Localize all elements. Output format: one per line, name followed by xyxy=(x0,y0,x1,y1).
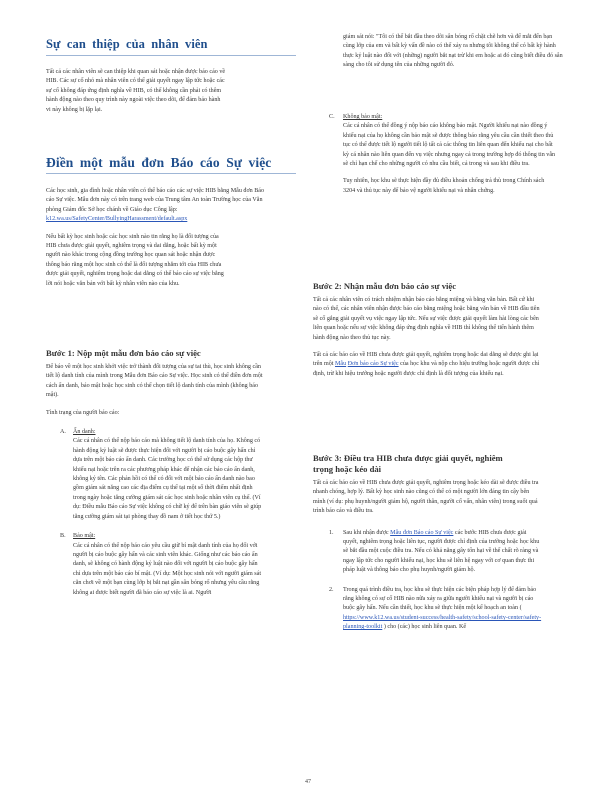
item-title: Bảo mật: xyxy=(73,533,96,540)
page-number: 47 xyxy=(305,779,311,785)
intervention-heading: Sự can thiệp của nhân viên xyxy=(46,37,208,51)
report-heading: Điền một mẫu đơn Báo cáo Sự việc xyxy=(46,155,272,170)
list-item-nonconfidential: C. Không bảo mật: Các cá nhân có thể đồng ý nộp báo cáo không bảo mật. Người khiếu nại nào đồng ý khiếu nại của họ không cần bảo mật sẽ được thông báo rằng yêu cầu cần thiết theo thủ tục có thể được tiết lộ người tiết lộ tất cả các thông tin liên quan đến khiếu nại cho bất kỳ cá nhân nào liên quan đến vụ việc nhưng ngay cả trong trường hợp đó thông tin vẫn sẽ chỉ hạn chế cho những người có nhu cầu biết, cả trong và sau khi điều tra. Tuy nhiên, học khu sẽ thực hiện đầy đủ điều khoản chống trả thù trong Chính sách 3204 và thủ tục này để bảo vệ người khiếu nại và nhân chứng. xyxy=(329,113,579,196)
step1-paragraph-2: Tình trạng của người báo cáo: xyxy=(46,409,120,416)
item-body: Các cá nhân có thể đồng ý nộp báo cáo không bảo mật. Người khiếu nại nào đồng ý khiếu nại của họ không cần bảo mật sẽ được thông báo rằng yêu cầu cần thiết theo thủ tục có thể được tiết lộ người tiết lộ tất cả các thông tin liên quan đến khiếu nại cho bất kỳ cá nhân nào liên quan đến vụ việc nhưng ngay cả trong trường hợp đó thông tin vẫn sẽ chỉ hạn chế cho những người có nhu cầu biết, cả trong và sau khi điều tra. xyxy=(343,123,556,168)
safety-planning-link[interactable]: https://www.k12.wa.us/student-success/health-safety/school-safety-center/safety-planning-toolkit xyxy=(343,614,542,631)
step2-paragraph-1: Tất cả các nhân viên có trách nhiệm nhận báo cáo bằng miệng và bằng văn bản. Bất cứ khi nào có thể, các nhân viên nhận được báo cáo bằng miệng hoặc bằng văn bản về HIB đầu tiên sẽ cố gắng giải quyết vụ việc ngay lập tức. Nếu sự việc được giải quyết làm hài lòng các bên liên quan hoặc nếu sự việc không đáp ứng định nghĩa về HIB thì không thể tiến hành thêm hành động nào theo thủ tục này. xyxy=(313,297,540,341)
continued-text xyxy=(343,33,565,71)
step2-heading: Bước 2: Nhận mẫu đơn báo cáo sự việc xyxy=(313,281,457,291)
item-title: Không bảo mật: xyxy=(343,114,383,120)
report-paragraph-2: Nếu bất kỳ học sinh hoặc các học sinh nào tin rằng họ là đối tượng của HIB chưa được giải quyết, nghiêm trọng và dai dẳng, hoặc bất kỳ một người nào khác trong cộng đồng trường học quan sát hoặc nhận được thông báo rằng một học sinh có thể là đối tượng nhắm tới của HIB chưa được giải quyết, nghiêm trọng hoặc dai dẳng có thể báo cáo sự việc bằng lời nói hoặc văn bản với bất kỳ nhân viên nào của khu. xyxy=(46,233,224,287)
step3-paragraph-1: Tất cả các báo cáo về HIB chưa được giải quyết, nghiêm trọng hoặc kéo dài sẽ được điều tra nhanh chóng, hợp lý. Bất kỳ học sinh nào cũng có thể có một người lớn đáng tin cậy bên mình (ví dụ: phụ huynh/người giám hộ, người thân, người cố vấn, nhân viên) trong suốt quá trình báo cáo và điều tra. xyxy=(313,480,539,515)
item-body: Các cá nhân có thể nộp báo cáo mà không tiết lộ danh tính của họ. Không có hành động kỷ luật sẽ được thực hiện đối với người bị cáo buộc gây hấn chỉ dựa trên một báo cáo ẩn danh. Các trường học có thể sử dụng các hộp thư khiếu nại hoặc trên ra các phương pháp khác để nhận các báo cáo ẩn danh, không ký tên. Các phản hồi có thể có đối với một báo cáo ẩn danh nào bao gồm giám sát năng cao các địa điểm cụ thể tại một số thời điểm nhất định trong ngày hoặc tăng cường giám sát các học sinh hoặc nhân viên cụ thể. (Ví dụ: Điều mẫu Báo cáo Sự việc không có chữ ký để trên bàn giáo viên sẽ giúp tăng cường giám sát tại phòng thay đồ nam ở tiết học thứ 5.) xyxy=(73,438,262,520)
heading-rule xyxy=(46,173,296,174)
item-body: Trong quá trình điều tra, học khu sẽ thực hiện các biện pháp hợp lý để đảm bảo rằng không có sự cố HIB nào nữa xảy ra giữa người khiếu nại và người bị cáo buộc gây hấn. Nếu cần thiết, học khu sẽ thực hiện một kế hoạch an toàn ( https://www.k12.wa.us/student-success/health-safety/school-safety-center/safety-planning-toolkit ) cho (các) học sinh liên quan. Kế xyxy=(343,586,542,631)
report-section xyxy=(46,155,296,289)
step1-section xyxy=(46,348,296,598)
report-intro: Các học sinh, gia đình hoặc nhân viên có thể báo cáo các sự việc HIB bằng Mẫu đơn Báo cáo Sự việc. Mẫu đơn này có trên trang web của Trung tâm An toàn Trường học của Văn phòng Giám đốc Sở học chánh về Giáo dục Công lập: k12.wa.us/SafetyCenter/BullyingHarassment/default.aspx xyxy=(46,188,265,223)
item-title: Ẩn danh: xyxy=(73,429,96,436)
item-body: Sau khi nhận được Mẫu đơn Báo cáo Sự việc các bước HIB chưa được giải quyết, nghiêm trọng hoặc liên tục, người được chỉ định của trường hoặc học khu sẽ bắt đầu một cuộc điều tra. Nếu có khả năng gây tổn hại về thể chất rõ ràng và ngay lập tức cho người khiếu nại, học khu sẽ liên hệ ngay với cơ quan thực thi pháp luật và thông báo cho phụ huynh/người giám hộ. xyxy=(343,529,540,574)
step2-section xyxy=(313,281,553,379)
heading-rule xyxy=(46,55,296,56)
item-body: Các cá nhân có thể nộp báo cáo yêu cầu giữ bí mật danh tính của họ đối với người bị cáo buộc gây hấn và các sinh viên khác. Giống như các báo cáo ẩn danh, sẽ không có hành động kỷ luật nào đối với người bị cáo buộc gây hấn chỉ dựa trên một báo cáo bí mật. (Ví dụ: Một học sinh nói với người giám sát căn chơi về một bạn cùng lớp bị bắt nạt gần sân bóng rổ nhưng yêu cầu rằng không ai được biết người đã báo cáo sự việc là ai. Người xyxy=(73,542,262,596)
list-item-1: 1. Sau khi nhận được Mẫu đơn Báo cáo Sự việc các bước HIB chưa được giải quyết, nghiêm trọng hoặc liên tục, người được chỉ định của trường hoặc học khu sẽ bắt đầu một cuộc điều tra. Nếu có khả năng gây tổn hại về thể chất rõ ràng và ngay lập tức cho người khiếu nại, học khu sẽ liên hệ ngay với cơ quan thực thi pháp luật và thông báo cho phụ huynh/người giám hộ. xyxy=(313,529,553,576)
step2-paragraph-2: Tất cả các báo cáo về HIB chưa được giải quyết, nghiêm trọng hoặc dai dẳng sẽ được ghi lại trên một Mẫu Đơn báo cáo Sự việc của học khu và nộp cho hiệu trưởng hoặc người được chỉ định, trừ khi hiệu trưởng hoặc người được chỉ định là đối tượng của khiếu nại. xyxy=(313,352,540,377)
intervention-section xyxy=(46,37,296,115)
step3-section xyxy=(313,453,553,633)
step1-paragraph-1: Để báo về một học sinh khởi việc trở thành đối tượng của sự tai thù, học sinh không cần tiết lộ danh tính của mình trong Mẫu đơn Báo cáo Sự việc. Học sinh có thể điền đơn một cách ẩn danh, báo mật hoặc học sinh có thể chọn tiết lộ danh tính của mình (không báo mật). xyxy=(46,364,263,399)
incident-form-link-2[interactable]: Đơn báo cáo Sự việc xyxy=(347,361,399,368)
list-item-anonymous: A. Ẩn danh: Các cá nhân có thể nộp báo cáo mà không tiết lộ danh tính của họ. Không có hành động kỷ luật sẽ được thực hiện đối với người bị cáo buộc gây hấn chỉ dựa trên một báo cáo ẩn danh. Các trường học có thể sử dụng các hộp thư khiếu nại hoặc trên ra các phương pháp khác để nhận các báo cáo ẩn danh, không ký tên. Các phản hồi có thể có đối với một báo cáo ẩn danh nào bao gồm giám sát năng cao các địa điểm cụ thể tại một số thời điểm nhất định trong ngày hoặc tăng cường giám sát các học sinh hoặc nhân viên cụ thể. (Ví dụ: Điều mẫu Báo cáo Sự việc không có chữ ký để trên bàn giáo viên sẽ giúp tăng cường giám sát tại phòng thay đồ nam ở tiết học thứ 5.) xyxy=(46,428,296,522)
incident-form-link-3[interactable]: Mẫu đơn Báo cáo Sự việc xyxy=(390,529,454,536)
list-item-confidential: B. Bảo mật: Các cá nhân có thể nộp báo cáo yêu cầu giữ bí mật danh tính của họ đối với người bị cáo buộc gây hấn và các sinh viên khác. Giống như các báo cáo ẩn danh, sẽ không có hành động kỷ luật nào đối với người bị cáo buộc gây hấn chỉ dựa trên một báo cáo bí mật. (Ví dụ: Một học sinh nói với người giám sát căn chơi về một bạn cùng lớp bị bắt nạt gần sân bóng rổ nhưng yêu cầu rằng không ai được biết người đã báo cáo sự việc là ai. Người xyxy=(46,532,296,598)
step1-heading: Bước 1: Nộp một mẫu đơn báo cáo sự việc xyxy=(46,348,201,358)
continued-paragraph: giám sát nói: "Tôi có thể bắt đầu theo dõi sân bóng rổ chặt chẽ hơn và để mắt đến bạn cùng lớp của em và bất kỳ vấn đề nào có thể xảy ra nhưng tôi không thể có bất kỳ hành thực kỷ luật nào đối với (những) người bắt nạt trừ khi em hoặc ai đó cũng biết điều đó sẵn sàng cho tôi sử dụng tên của những người đó. xyxy=(343,34,563,69)
list-item-2: 2. Trong quá trình điều tra, học khu sẽ thực hiện các biện pháp hợp lý để đảm bảo rằng không có sự cố HIB nào nữa xảy ra giữa người khiếu nại và người bị cáo buộc gây hấn. Nếu cần thiết, học khu sẽ thực hiện một kế hoạch an toàn ( https://www.k12.wa.us/student-success/health-safety/school-safety-center/safety-planning-toolkit ) cho (các) học sinh liên quan. Kế xyxy=(313,586,553,633)
step3-heading: Bước 3: Điều tra HIB chưa được giải quyết, nghiêm trọng hoặc kéo dài xyxy=(313,453,503,474)
anti-retaliation-note: Tuy nhiên, học khu sẽ thực hiện đầy đủ điều khoản chống trả thù trong Chính sách 3204 và thủ tục này để bảo vệ người khiếu nại và nhân chứng. xyxy=(343,178,545,194)
safety-center-link[interactable]: k12.wa.us/SafetyCenter/BullyingHarassment/default.aspx xyxy=(46,216,188,223)
intervention-body: Tất cả các nhân viên sẽ can thiệp khi quan sát hoặc nhận được báo cáo về HIB. Các sự cố nhỏ mà nhân viên có thể giải quyết ngay lập tức hoặc các sự cố không đáp ứng định nghĩa về HIB, có thể không cần phải có thêm hành động nào theo quy trình này ngoài việc theo dõi, để đảm bảo hành vi này không bị lặp lại. xyxy=(46,69,226,113)
incident-form-link[interactable]: Mẫu xyxy=(335,361,347,368)
